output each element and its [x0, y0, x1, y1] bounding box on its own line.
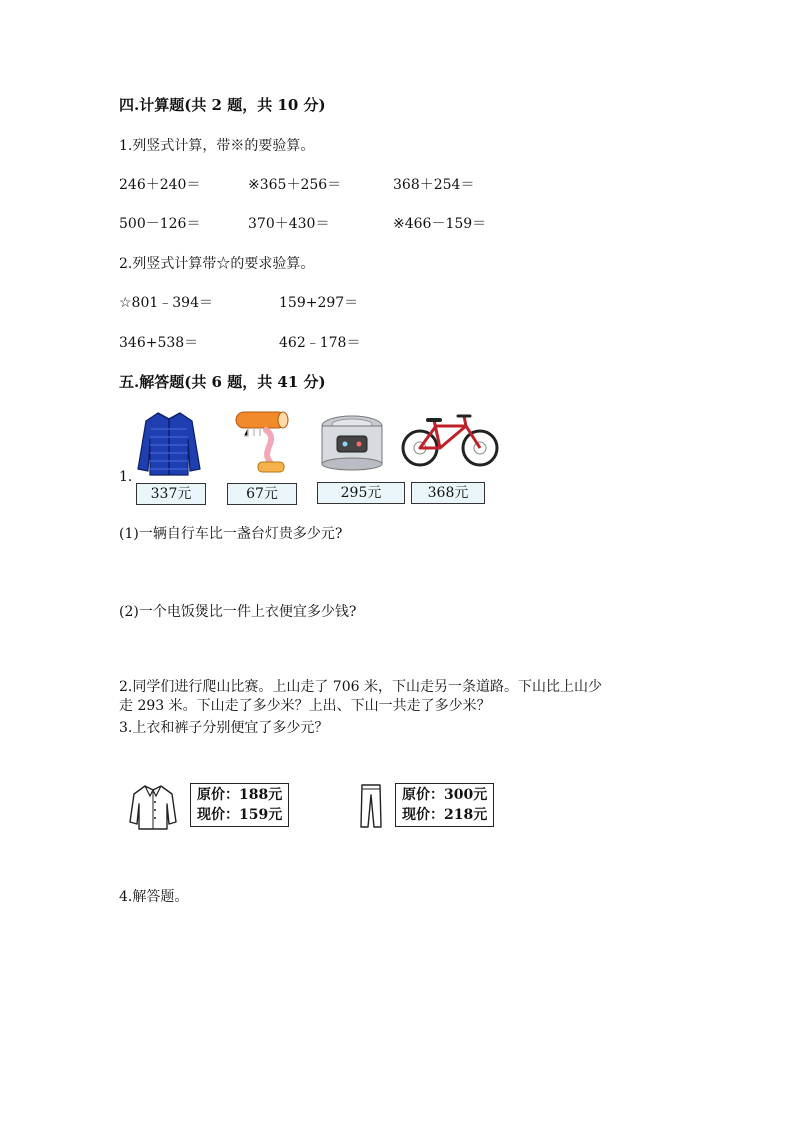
price-tag: 67元 — [227, 483, 297, 505]
bicycle-icon — [400, 410, 500, 468]
section-5-title: 五.解答题(共 6 题，共 41 分) — [119, 373, 326, 391]
expression: 159+297＝ — [279, 295, 359, 311]
expression: ※365＋256＝ — [248, 177, 342, 193]
expression: ※466－159＝ — [393, 216, 487, 232]
expression: 246＋240＝ — [119, 177, 201, 193]
section-4-title: 四.计算题(共 2 题，共 10 分) — [119, 96, 326, 114]
shirt-price-box — [190, 783, 289, 827]
expression: 462﹣178＝ — [279, 335, 361, 351]
expression: ☆801﹣394＝ — [119, 295, 213, 311]
rice-cooker-icon — [319, 412, 385, 472]
q5-1-sub1: (1)一辆自行车比一盏台灯贵多少元? — [119, 526, 343, 542]
shirt-current-price: 现价：159元 — [197, 807, 283, 823]
desk-lamp-icon — [232, 410, 292, 476]
expression: 346+538＝ — [119, 335, 199, 351]
shirt-original-price: 原价：188元 — [197, 787, 283, 803]
q5-2-line2: 走 293 米。下山走了多少米？上出、下山一共走了多少米？ — [119, 698, 491, 714]
pants-original-price: 原价：300元 — [402, 787, 488, 803]
jacket-icon — [134, 409, 204, 477]
price-tag: 295元 — [317, 482, 405, 504]
price-tag: 368元 — [411, 482, 485, 504]
pants-icon — [359, 783, 383, 829]
q4-1-prompt: 1.列竖式计算，带※的要验算。 — [119, 138, 315, 154]
q5-2-line1: 2.同学们进行爬山比赛。上山走了 706 米，下山走另一条道路。下山比上山少 — [119, 679, 602, 695]
q5-4-prompt: 4.解答题。 — [119, 889, 189, 905]
pants-price-box — [395, 783, 494, 827]
price-tag: 337元 — [136, 483, 206, 505]
q5-1-number: 1. — [119, 469, 133, 485]
q4-2-prompt: 2.列竖式计算带☆的要求验算。 — [119, 256, 315, 272]
expression: 500－126＝ — [119, 216, 201, 232]
q5-1-sub2: (2)一个电饭煲比一件上衣便宜多少钱? — [119, 604, 357, 620]
pants-current-price: 现价：218元 — [402, 807, 488, 823]
q5-3-prompt: 3.上衣和裤子分别便宜了多少元？ — [119, 720, 329, 736]
shirt-icon — [128, 782, 178, 832]
expression: 368＋254＝ — [393, 177, 475, 193]
expression: 370＋430＝ — [248, 216, 330, 232]
